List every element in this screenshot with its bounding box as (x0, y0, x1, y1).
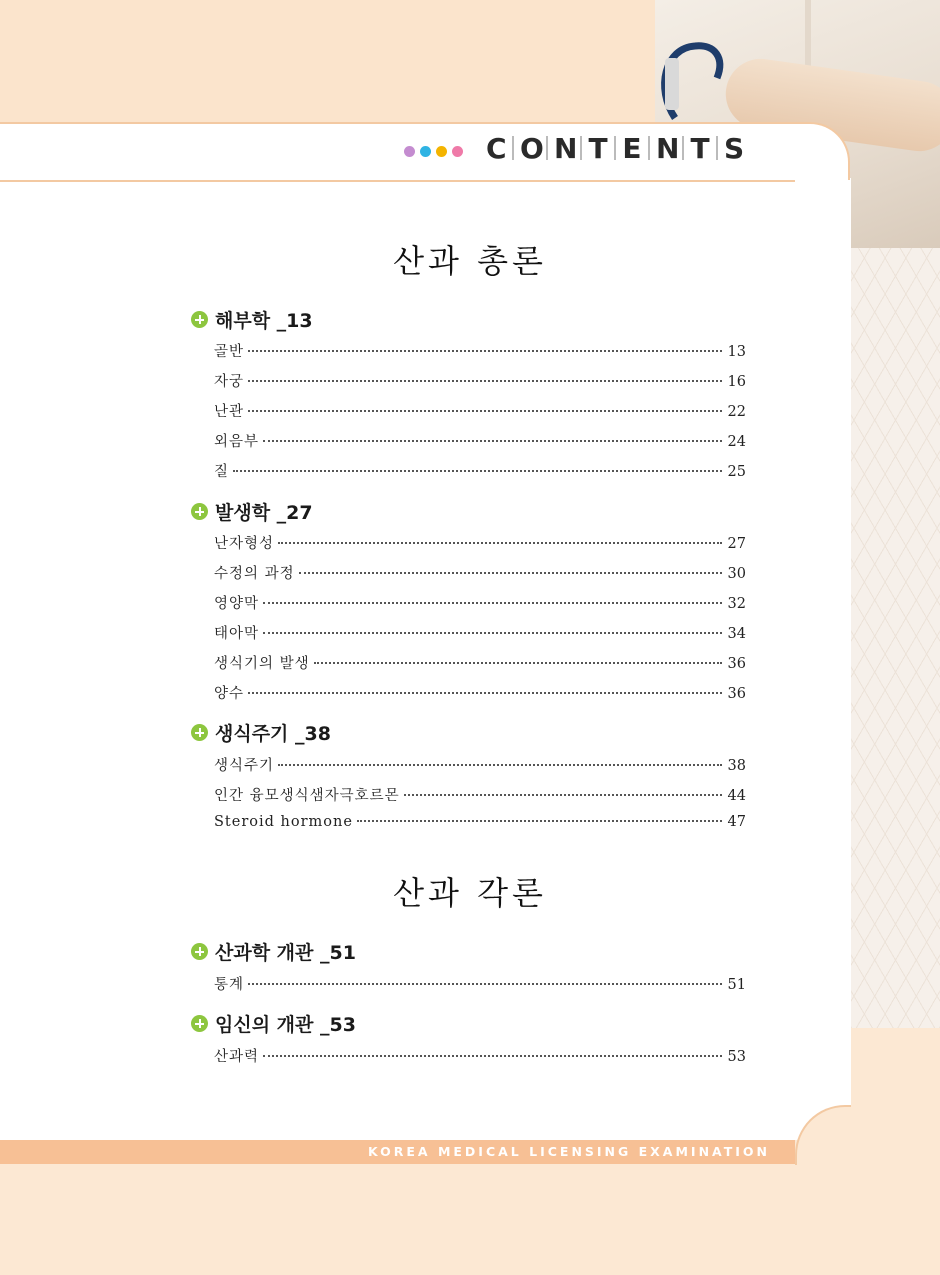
chapter-label: 임신의 개관 _53 (215, 1014, 356, 1036)
title-letter: T (690, 132, 710, 165)
plus-icon (191, 311, 208, 328)
plus-icon (191, 503, 208, 520)
entry-page: 27 (727, 536, 746, 552)
entry-page: 36 (727, 656, 746, 672)
dot-pink (452, 146, 463, 157)
entry-title: 난자형성 (214, 536, 275, 552)
chapter-heading[interactable] (191, 1010, 356, 1037)
dot-blue (420, 146, 431, 157)
entry-title: 난관 (214, 404, 245, 420)
contents-title (486, 132, 744, 165)
entry-title: 영양막 (214, 596, 260, 612)
toc-entry[interactable] (214, 592, 746, 613)
toc-entry[interactable] (214, 814, 746, 830)
entry-title: 생식기의 발생 (214, 656, 310, 672)
entry-page: 32 (727, 596, 746, 612)
chapter-label: 생식주기 _38 (215, 723, 331, 745)
dot-yellow (436, 146, 447, 157)
title-letter: N (656, 132, 680, 165)
toc-entry[interactable] (214, 754, 746, 775)
title-letter: N (554, 132, 578, 165)
chapter-heading[interactable] (191, 306, 313, 333)
toc-entry[interactable] (214, 973, 746, 994)
toc-entry[interactable] (214, 370, 746, 391)
entry-title: Steroid hormone (214, 814, 353, 830)
entry-title: 수정의 과정 (214, 566, 295, 582)
toc-entry[interactable] (214, 532, 746, 553)
chapter-heading[interactable] (191, 719, 331, 746)
plus-icon (191, 724, 208, 741)
title-letter: T (588, 132, 608, 165)
entry-title: 태아막 (214, 626, 260, 642)
footer-text: KOREA MEDICAL LICENSING EXAMINATION (368, 1144, 770, 1159)
title-letter: O (520, 132, 544, 165)
chapter-label: 산과학 개관 _51 (215, 942, 356, 964)
toc-entry[interactable] (214, 400, 746, 421)
title-letter: S (724, 132, 745, 165)
title-letter: C (486, 132, 507, 165)
entry-title: 골반 (214, 344, 245, 360)
toc-entry[interactable] (214, 340, 746, 361)
entry-page: 51 (727, 977, 746, 993)
toc-entry[interactable] (214, 622, 746, 643)
entry-page: 16 (727, 374, 746, 390)
entry-page: 53 (727, 1049, 746, 1065)
header-dots (404, 146, 463, 157)
toc-entry[interactable] (214, 682, 746, 703)
entry-title: 질 (214, 464, 230, 480)
stethoscope-icon (655, 38, 745, 128)
dot-purple (404, 146, 415, 157)
entry-page: 47 (727, 814, 746, 830)
chapter-heading[interactable] (191, 498, 313, 525)
section-title: 산과 각론 (393, 874, 547, 912)
toc-entry[interactable] (214, 460, 746, 481)
entry-title: 양수 (214, 686, 245, 702)
chapter-label: 발생학 _27 (215, 502, 313, 524)
entry-title: 산과력 (214, 1049, 260, 1065)
chapter-heading[interactable] (191, 938, 356, 965)
title-letter: E (622, 132, 642, 165)
section-title: 산과 총론 (393, 242, 547, 280)
entry-page: 30 (727, 566, 746, 582)
plus-icon (191, 943, 208, 960)
plus-icon (191, 1015, 208, 1032)
chapter-label: 해부학 _13 (215, 310, 313, 332)
entry-page: 36 (727, 686, 746, 702)
entry-title: 생식주기 (214, 758, 275, 774)
toc-entry[interactable] (214, 430, 746, 451)
entry-title: 통계 (214, 977, 245, 993)
entry-page: 34 (727, 626, 746, 642)
entry-page: 22 (727, 404, 746, 420)
toc-entry[interactable] (214, 652, 746, 673)
entry-page: 13 (727, 344, 746, 360)
entry-title: 인간 융모생식샘자극호르몬 (214, 788, 400, 804)
entry-page: 38 (727, 758, 746, 774)
toc-entry[interactable] (214, 784, 746, 805)
entry-page: 44 (727, 788, 746, 804)
entry-page: 24 (727, 434, 746, 450)
toc-entry[interactable] (214, 1045, 746, 1066)
entry-title: 자궁 (214, 374, 245, 390)
toc-entry[interactable] (214, 562, 746, 583)
entry-page: 25 (727, 464, 746, 480)
entry-title: 외음부 (214, 434, 260, 450)
